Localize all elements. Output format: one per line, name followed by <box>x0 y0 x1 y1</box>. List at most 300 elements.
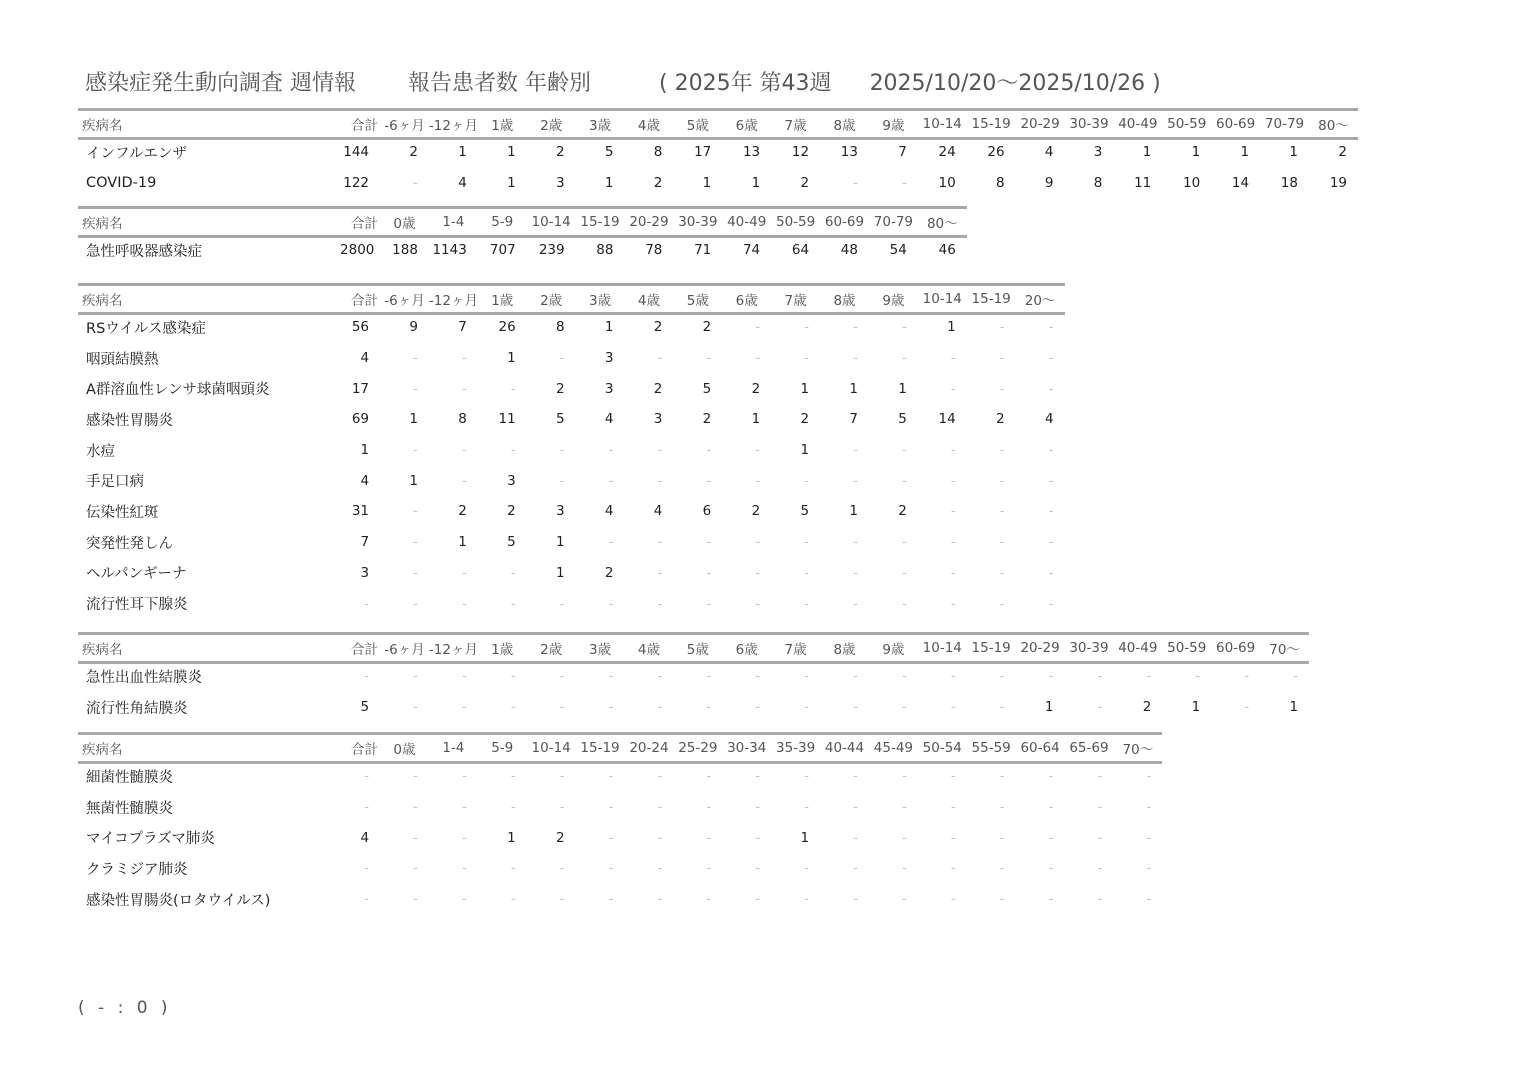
column-header-age: 40-49 <box>1118 116 1158 132</box>
age-count: - <box>1146 891 1152 908</box>
table-header-row <box>78 635 1309 661</box>
column-header-age: 10-14 <box>922 116 962 132</box>
age-count: - <box>999 829 1005 846</box>
age-count: - <box>706 829 712 846</box>
age-count: - <box>804 472 810 489</box>
age-count: - <box>901 350 907 367</box>
column-header-total: 合計 <box>351 742 379 758</box>
age-count: 1 <box>1289 699 1299 716</box>
age-count: - <box>1293 668 1299 685</box>
total-count: 2800 <box>340 242 375 259</box>
column-header-disease: 疾病名 <box>82 293 123 309</box>
age-count: - <box>413 380 418 397</box>
age-count: - <box>413 891 418 908</box>
age-count: - <box>901 829 907 846</box>
table-row <box>78 168 1358 199</box>
age-count: 1 <box>947 319 956 336</box>
age-count: 4 <box>653 503 663 520</box>
table-row <box>78 884 1162 915</box>
column-header-age: 15-19 <box>971 291 1011 307</box>
column-header-age: 60-69 <box>1216 116 1256 132</box>
report-week: ( 2025年 第43週 <box>659 70 832 96</box>
age-count: - <box>804 799 810 816</box>
column-header-age: 30-39 <box>1069 640 1109 656</box>
total-count: 1 <box>360 442 370 459</box>
age-count: - <box>657 799 663 816</box>
total-count: 4 <box>360 350 370 367</box>
age-count: - <box>755 768 761 785</box>
age-count: 1 <box>458 534 467 551</box>
disease-name: インフルエンザ <box>86 145 187 162</box>
column-header-age: 3歳 <box>588 293 612 309</box>
age-count: - <box>461 442 467 459</box>
table-row <box>78 822 1162 853</box>
age-count: - <box>1146 860 1152 877</box>
age-count: - <box>413 503 418 520</box>
age-count: 64 <box>791 242 810 259</box>
column-header-disease: 疾病名 <box>82 642 123 658</box>
age-count: - <box>559 350 565 367</box>
column-header-age: 5-9 <box>491 740 514 756</box>
age-count: 1 <box>849 380 858 397</box>
column-header-age: 2歳 <box>540 642 563 658</box>
report-title <box>85 64 1161 98</box>
age-count: - <box>461 768 467 785</box>
age-count: - <box>657 829 663 846</box>
total-count: - <box>364 860 370 877</box>
age-count: - <box>413 768 418 785</box>
age-count: 1 <box>1044 699 1054 716</box>
age-count: - <box>853 891 858 908</box>
table-header-rule <box>78 312 1065 315</box>
age-count: - <box>755 442 761 459</box>
age-count: 2 <box>653 319 663 336</box>
age-count: - <box>804 319 810 336</box>
disease-name: COVID-19 <box>86 175 157 192</box>
age-count: 5 <box>556 411 565 428</box>
age-count: 2 <box>653 380 663 397</box>
age-count: 1 <box>849 503 858 520</box>
age-count: 48 <box>840 242 858 259</box>
age-count: 4 <box>604 411 614 428</box>
table-header-row <box>78 111 1358 137</box>
age-count: 1143 <box>432 242 467 259</box>
age-count: 2 <box>507 503 516 520</box>
age-count: - <box>608 595 614 612</box>
column-header-age: 80～ <box>1318 118 1349 134</box>
disease-name: 急性出血性結膜炎 <box>86 669 202 686</box>
age-count: 17 <box>694 144 712 161</box>
age-count: - <box>1048 350 1054 367</box>
age-count: 88 <box>596 242 614 259</box>
age-count: 13 <box>840 144 858 161</box>
age-count: 2 <box>996 411 1005 428</box>
age-count: - <box>461 860 467 877</box>
column-header-age: 25-29 <box>678 740 718 756</box>
column-header-age: 4歳 <box>637 118 660 134</box>
age-count: - <box>901 472 907 489</box>
report-date-range: 2025/10/20～2025/10/26 ) <box>869 70 1161 96</box>
total-count: - <box>364 768 370 785</box>
age-count: - <box>608 891 614 908</box>
table-row <box>78 853 1162 884</box>
age-count: 4 <box>604 503 614 520</box>
age-count: - <box>1048 668 1054 685</box>
age-count: - <box>999 319 1005 336</box>
age-count: 1 <box>1191 144 1201 161</box>
age-count: - <box>804 860 810 877</box>
age-count: - <box>413 829 418 846</box>
age-count: - <box>1097 799 1103 816</box>
age-count: - <box>853 595 858 612</box>
column-header-age: 1歳 <box>491 118 514 134</box>
age-count: - <box>804 350 810 367</box>
disease-name: 流行性角結膜炎 <box>86 700 188 717</box>
age-count: - <box>1146 829 1152 846</box>
age-count: - <box>901 668 907 685</box>
age-count: - <box>901 442 907 459</box>
disease-name: 伝染性紅斑 <box>86 504 159 521</box>
column-header-age: 40-44 <box>824 740 865 756</box>
age-count: 4 <box>458 175 467 192</box>
column-header-age: 40-49 <box>727 214 767 230</box>
table-row <box>78 761 1162 792</box>
column-header-age: 10-14 <box>531 214 571 230</box>
age-count: 26 <box>498 319 516 336</box>
disease-name: RSウイルス感染症 <box>86 320 206 337</box>
age-count: - <box>559 768 565 785</box>
age-count: - <box>804 668 810 685</box>
column-header-age: 15-19 <box>580 740 620 756</box>
table-header-rule <box>78 761 1162 764</box>
age-count: - <box>999 442 1005 459</box>
column-header-age: 30-39 <box>1069 116 1109 132</box>
age-count: - <box>461 799 467 816</box>
age-count: - <box>1244 668 1250 685</box>
age-count: - <box>657 768 663 785</box>
column-header-total: 合計 <box>351 118 379 134</box>
age-count: - <box>1097 668 1103 685</box>
age-count: 239 <box>538 242 565 259</box>
column-header-total: 合計 <box>351 216 379 232</box>
disease-name: 突発性発しん <box>86 535 173 552</box>
age-count: - <box>706 442 712 459</box>
column-header-age: 15-19 <box>971 116 1011 132</box>
column-header-age: 50-59 <box>775 214 816 230</box>
age-count: - <box>559 699 565 716</box>
age-count: 8 <box>1093 175 1103 192</box>
age-count: - <box>999 472 1005 489</box>
age-count: - <box>755 799 761 816</box>
age-count: 2 <box>653 175 663 192</box>
table-row <box>78 527 1065 558</box>
age-count: - <box>853 442 858 459</box>
disease-name: 急性呼吸器感染症 <box>86 243 202 260</box>
age-count: 3 <box>604 380 614 397</box>
table-row <box>78 312 1065 343</box>
column-header-age: 65-69 <box>1069 740 1109 756</box>
age-count: 1 <box>507 144 516 161</box>
age-count: - <box>657 564 663 581</box>
age-count: - <box>510 668 516 685</box>
age-count: - <box>1244 699 1250 716</box>
age-count: - <box>461 699 467 716</box>
age-count: 1 <box>507 175 516 192</box>
age-count: 14 <box>938 411 956 428</box>
report-subtitle: 報告患者数 年齢別 <box>408 70 591 96</box>
disease-name: 流行性耳下腺炎 <box>86 597 188 614</box>
column-header-age: 6歳 <box>735 118 758 134</box>
column-header-age: 7歳 <box>784 293 807 309</box>
age-count: - <box>804 534 810 551</box>
age-count: - <box>804 564 810 581</box>
age-count: 3 <box>1093 144 1103 161</box>
data-table <box>78 286 1065 619</box>
age-count: 5 <box>898 411 907 428</box>
age-count: - <box>853 564 858 581</box>
column-header-age: 7歳 <box>784 118 807 134</box>
age-count: 2 <box>458 503 467 520</box>
column-header-age: 5歳 <box>686 293 709 309</box>
age-count: 10 <box>1182 175 1201 192</box>
age-count: 9 <box>1044 175 1054 192</box>
data-table <box>78 111 1358 198</box>
age-count: - <box>901 799 907 816</box>
age-count: - <box>461 350 467 367</box>
age-count: - <box>461 829 467 846</box>
column-header-age: 3歳 <box>588 642 612 658</box>
age-count: 1 <box>751 175 761 192</box>
column-header-age: 70～ <box>1122 742 1154 758</box>
total-count: 17 <box>351 380 370 397</box>
column-header-age: 10-14 <box>531 740 571 756</box>
age-count: - <box>608 534 614 551</box>
age-count: - <box>510 595 516 612</box>
column-header-age: 50-54 <box>922 740 962 756</box>
age-count: 13 <box>742 144 761 161</box>
age-count: 1 <box>1191 699 1201 716</box>
column-header-age: 20～ <box>1024 293 1056 309</box>
column-header-age: 0歳 <box>393 216 416 232</box>
age-count: - <box>657 668 663 685</box>
total-count: 5 <box>360 699 370 716</box>
age-count: 46 <box>938 242 956 259</box>
age-count: - <box>413 350 418 367</box>
column-header-age: 1-4 <box>442 740 465 756</box>
column-header-age: 8歳 <box>833 293 856 309</box>
table-row <box>78 235 967 266</box>
age-count: - <box>706 699 712 716</box>
total-count: 31 <box>351 503 370 520</box>
disease-name: マイコプラズマ肺炎 <box>86 831 215 848</box>
table-row <box>78 373 1065 404</box>
age-count: 1 <box>1142 144 1152 161</box>
age-count: - <box>559 668 565 685</box>
age-count: 8 <box>996 175 1005 192</box>
age-count: - <box>853 534 858 551</box>
age-count: 1 <box>1289 144 1298 161</box>
column-header-age: 20-29 <box>1020 640 1060 656</box>
column-header-age: 60-64 <box>1020 740 1060 756</box>
age-count: - <box>950 534 956 551</box>
column-header-age: 2歳 <box>540 118 563 134</box>
column-header-age: 7歳 <box>784 642 807 658</box>
age-count: 24 <box>938 144 956 161</box>
age-count: - <box>1097 891 1103 908</box>
age-count: - <box>706 891 712 908</box>
column-header-age: 9歳 <box>882 118 905 134</box>
column-header-age: 5歳 <box>686 118 709 134</box>
age-count: 1 <box>556 564 565 581</box>
age-count: - <box>559 891 565 908</box>
age-count: - <box>1048 319 1054 336</box>
disease-name: 感染性胃腸炎 <box>86 412 173 429</box>
age-count: - <box>901 319 907 336</box>
age-count: 1 <box>458 144 467 161</box>
table-header-row <box>78 209 967 235</box>
age-count: 12 <box>791 144 810 161</box>
column-header-age: 20-29 <box>1020 116 1060 132</box>
age-count: 2 <box>1142 699 1152 716</box>
age-count: - <box>950 564 956 581</box>
age-count: - <box>853 472 858 489</box>
age-count: - <box>1146 768 1152 785</box>
age-count: 2 <box>898 503 907 520</box>
age-count: 18 <box>1280 175 1298 192</box>
age-count: 1 <box>898 380 907 397</box>
age-count: - <box>853 350 858 367</box>
age-count: 1 <box>604 175 614 192</box>
age-count: - <box>1048 860 1054 877</box>
age-count: 3 <box>604 350 614 367</box>
age-count: - <box>950 442 956 459</box>
age-count: - <box>999 799 1005 816</box>
age-count: 1 <box>507 350 516 367</box>
age-count: 1 <box>800 442 810 459</box>
column-header-age: 15-19 <box>971 640 1011 656</box>
age-count: - <box>510 799 516 816</box>
table-row <box>78 465 1065 496</box>
footnote-legend: ( - : 0 ) <box>78 998 172 1018</box>
age-count: 3 <box>556 503 565 520</box>
age-count: - <box>853 668 858 685</box>
age-count: - <box>706 534 712 551</box>
age-count: - <box>461 472 467 489</box>
age-count: - <box>755 668 761 685</box>
disease-name: 手足口病 <box>86 474 144 491</box>
total-count: - <box>364 595 370 612</box>
disease-table-t1 <box>78 108 1358 198</box>
disease-name: ヘルパンギーナ <box>86 566 187 583</box>
age-count: 1 <box>409 411 418 428</box>
age-count: - <box>559 472 565 489</box>
age-count: 2 <box>751 503 761 520</box>
column-header-age: -12ヶ月 <box>428 642 478 658</box>
age-count: 11 <box>498 411 516 428</box>
column-header-age: 10-14 <box>922 640 962 656</box>
age-count: - <box>804 699 810 716</box>
age-count: - <box>608 699 614 716</box>
age-count: 14 <box>1231 175 1250 192</box>
disease-name: クラミジア肺炎 <box>86 861 188 878</box>
column-header-total: 合計 <box>351 642 379 658</box>
age-count: 1 <box>1240 144 1250 161</box>
age-count: - <box>853 319 858 336</box>
age-count: - <box>853 699 858 716</box>
age-count: 2 <box>702 411 712 428</box>
column-header-disease: 疾病名 <box>82 742 123 758</box>
age-count: 2 <box>556 380 565 397</box>
age-count: - <box>559 860 565 877</box>
total-count: 122 <box>343 175 370 192</box>
age-count: - <box>853 768 858 785</box>
age-count: 11 <box>1134 175 1152 192</box>
age-count: 1 <box>800 829 810 846</box>
age-count: - <box>1097 860 1103 877</box>
age-count: - <box>510 768 516 785</box>
age-count: - <box>608 472 614 489</box>
age-count: - <box>901 891 907 908</box>
age-count: - <box>950 860 956 877</box>
age-count: - <box>999 564 1005 581</box>
age-count: - <box>950 891 956 908</box>
age-count: 71 <box>694 242 712 259</box>
age-count: 4 <box>1044 144 1054 161</box>
age-count: 7 <box>849 411 858 428</box>
age-count: 7 <box>898 144 907 161</box>
age-count: - <box>950 799 956 816</box>
age-count: - <box>559 442 565 459</box>
column-header-age: 60-69 <box>824 214 865 230</box>
age-count: 2 <box>751 380 761 397</box>
age-count: 2 <box>556 829 565 846</box>
age-count: - <box>999 768 1005 785</box>
age-count: - <box>657 534 663 551</box>
age-count: - <box>706 595 712 612</box>
age-count: 2 <box>800 175 810 192</box>
age-count: - <box>1097 699 1103 716</box>
age-count: - <box>413 668 418 685</box>
age-count: 8 <box>653 144 663 161</box>
total-count: 3 <box>360 564 370 581</box>
age-count: - <box>706 472 712 489</box>
age-count: 1 <box>751 411 761 428</box>
age-count: - <box>461 668 467 685</box>
column-header-age: 50-59 <box>1167 116 1207 132</box>
age-count: - <box>461 564 467 581</box>
column-header-age: 6歳 <box>735 293 758 309</box>
age-count: - <box>755 472 761 489</box>
age-count: - <box>559 595 565 612</box>
age-count: - <box>755 350 761 367</box>
table-header-row <box>78 286 1065 312</box>
age-count: - <box>1048 595 1054 612</box>
age-count: - <box>413 799 418 816</box>
age-count: - <box>706 768 712 785</box>
age-count: - <box>755 860 761 877</box>
table-header-rule <box>78 235 967 238</box>
age-count: - <box>1048 472 1054 489</box>
column-header-age: 1歳 <box>491 642 514 658</box>
table-header-rule <box>78 137 1358 140</box>
age-count: - <box>706 564 712 581</box>
age-count: - <box>413 699 418 716</box>
age-count: - <box>608 668 614 685</box>
data-table <box>78 635 1309 722</box>
age-count: - <box>413 595 418 612</box>
column-header-age: 1歳 <box>491 293 514 309</box>
column-header-age: 70-79 <box>873 214 913 230</box>
